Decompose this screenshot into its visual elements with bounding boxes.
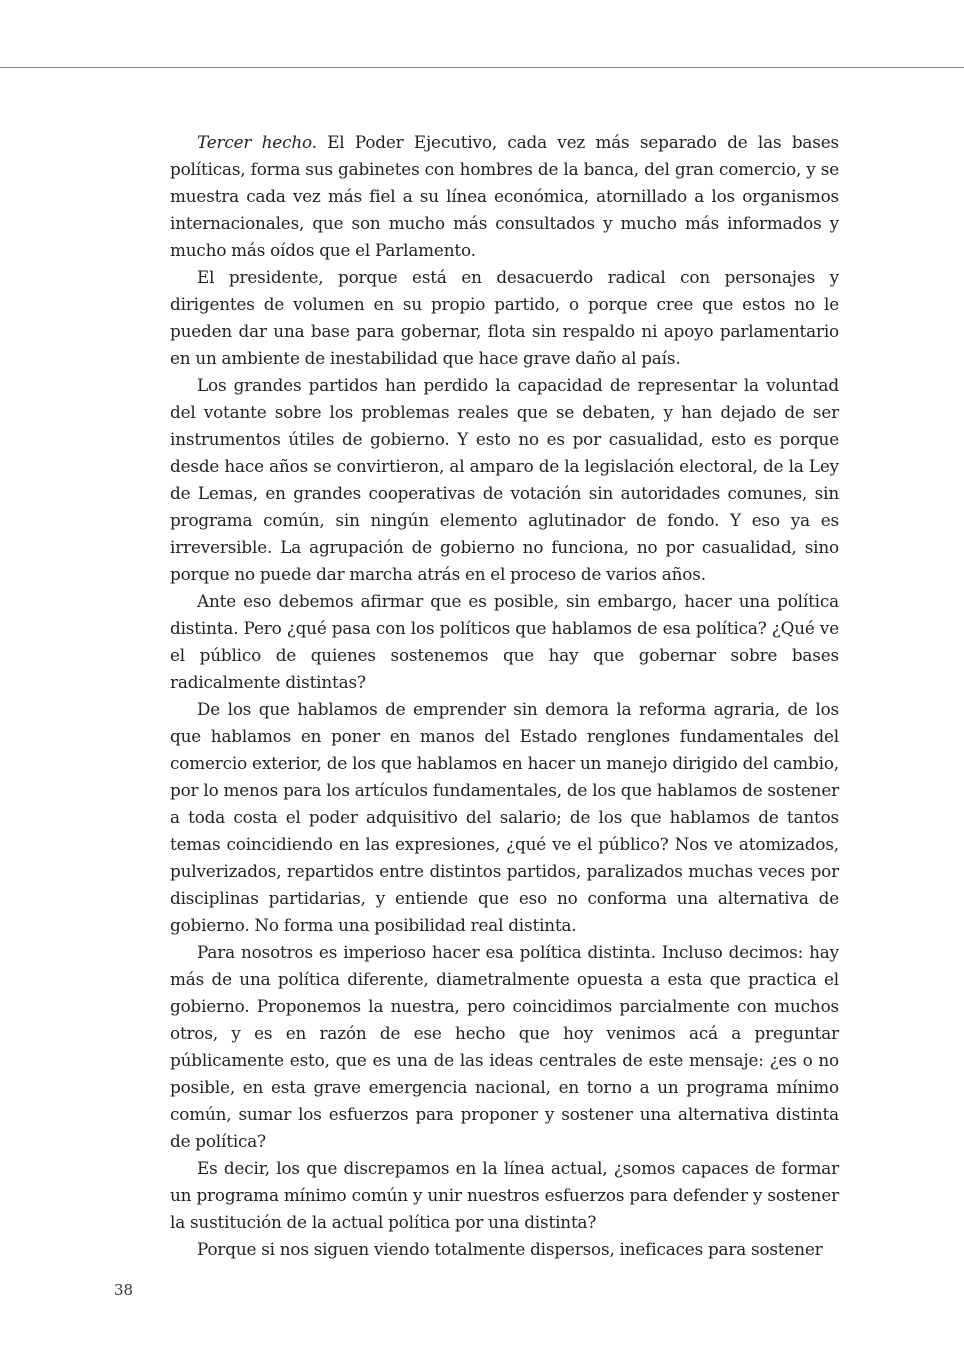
- paragraph: El presidente, porque está en desacuerdo radical con personajes y dirigentes de volumen en su propio partido, o porque cree que estos no le pueden dar una base para gobernar, flota sin respaldo ni apoyo parlamentario en un ambiente de inestabilidad que hace grave daño al país.: [170, 267, 839, 368]
- header-rule: [0, 67, 964, 68]
- paragraph: [170, 129, 839, 264]
- body-text: [170, 129, 839, 1263]
- paragraph: De los que hablamos de emprender sin demora la reforma agraria, de los que hablamos en poner en manos del Estado renglones fundamentales del comercio exterior, de los que hablamos en hacer un manejo dirigido del cambio, por lo menos para los artículos fundamentales, de los que hablamos de sostener a toda costa el poder adquisitivo del salario; de los que hablamos de tantos temas coincidiendo en las expresiones, ¿qué ve el público? Nos ve atomizados, pulverizados, repartidos entre distintos partidos, paralizados muchas veces por disciplinas partidarias, y entiende que eso no conforma una alternativa de gobierno. No forma una posibilidad real distinta.: [170, 699, 839, 935]
- paragraph-text: El Poder Ejecutivo, cada vez más separado de las bases políticas, forma sus gabinetes con hombres de la banca, del gran comercio, y se muestra cada vez más fiel a su línea económica, atornillado a los organismos internacionales, que son mucho más consultados y mucho más informados y mucho más oídos que el Parlamento.: [170, 132, 839, 260]
- paragraph: Para nosotros es imperioso hacer esa política distinta. Incluso decimos: hay más de una política diferente, diametralmente opuesta a esta que practica el gobierno. Proponemos la nuestra, pero coincidimos parcialmente con muchos otros, y es en razón de ese hecho que hoy venimos acá a preguntar públicamente esto, que es una de las ideas centrales de este mensaje: ¿es o no posible, en esta grave emergencia nacional, en torno a un programa mínimo común, sumar los esfuerzos para proponer y sostener una alternativa distinta de política?: [170, 942, 839, 1151]
- page-number: 38: [114, 1281, 134, 1299]
- paragraph: Porque si nos siguen viendo totalmente dispersos, ineficaces para sostener: [197, 1239, 823, 1259]
- paragraph-lead: Tercer hecho.: [197, 132, 317, 152]
- paragraph: Es decir, los que discrepamos en la línea actual, ¿somos capaces de formar un programa mínimo común y unir nuestros esfuerzos para defender y sostener la sustitución de la actual política por una distinta?: [170, 1158, 839, 1232]
- paragraph: Ante eso debemos afirmar que es posible, sin embargo, hacer una política distinta. Pero ¿qué pasa con los políticos que hablamos de esa política? ¿Qué ve el público de quienes sostenemos que hay que gobernar sobre bases radicalmente distintas?: [170, 591, 839, 692]
- paragraph: Los grandes partidos han perdido la capacidad de representar la voluntad del votante sobre los problemas reales que se debaten, y han dejado de ser instrumentos útiles de gobierno. Y esto no es por casualidad, esto es porque desde hace años se convirtieron, al amparo de la legislación electoral, de la Ley de Lemas, en grandes cooperativas de votación sin autoridades comunes, sin programa común, sin ningún elemento aglutinador de fondo. Y eso ya es irreversible. La agrupación de gobierno no funciona, no por casualidad, sino porque no puede dar marcha atrás en el proceso de varios años.: [170, 375, 839, 584]
